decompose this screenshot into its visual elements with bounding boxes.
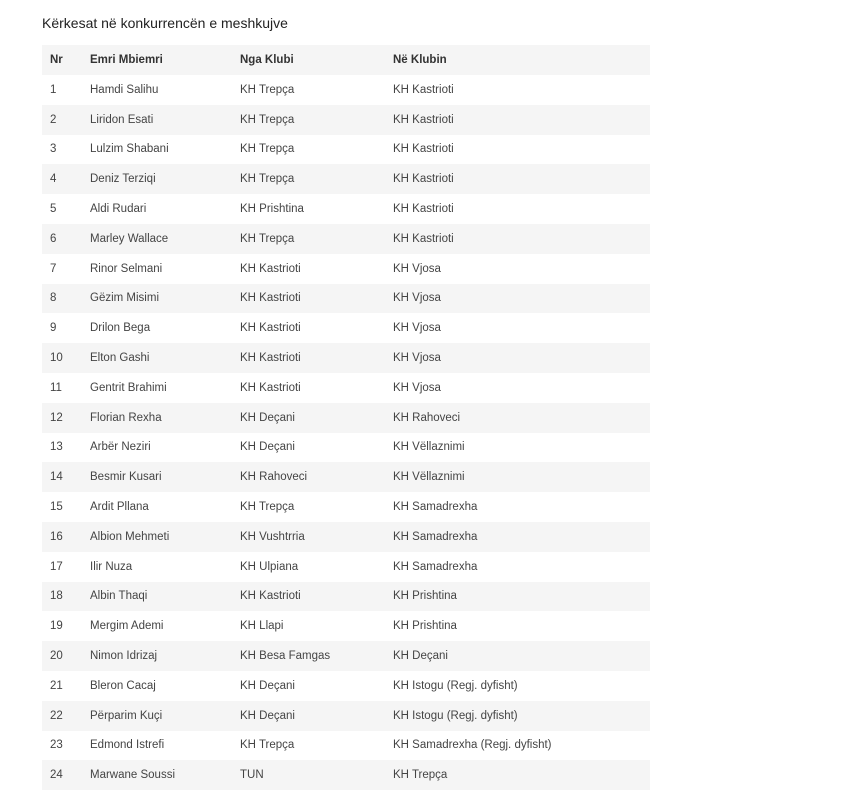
- cell-to-club: KH Kastrioti: [393, 83, 454, 96]
- table-header-row: [42, 45, 650, 75]
- cell-to-club: KH Vjosa: [393, 322, 441, 335]
- cell-to-club: KH Kastrioti: [393, 232, 454, 245]
- cell-from-club: TUN: [240, 769, 264, 782]
- header-nr: Nr: [50, 54, 63, 66]
- cell-nr: 21: [50, 679, 63, 692]
- cell-nr: 2: [50, 113, 57, 126]
- cell-to-club: KH Vjosa: [393, 352, 441, 365]
- cell-to-club: KH Samadrexha (Regj. dyfisht): [393, 739, 552, 752]
- table-row: [42, 343, 650, 373]
- cell-player-name: Gentrit Brahimi: [90, 381, 167, 394]
- cell-from-club: KH Trepça: [240, 232, 295, 245]
- cell-nr: 16: [50, 530, 63, 543]
- cell-nr: 12: [50, 411, 63, 424]
- cell-nr: 17: [50, 560, 63, 573]
- cell-nr: 3: [50, 143, 57, 156]
- table-row: [42, 313, 650, 343]
- cell-player-name: Besmir Kusari: [90, 471, 162, 484]
- cell-to-club: KH Vjosa: [393, 262, 441, 275]
- cell-nr: 9: [50, 322, 57, 335]
- table-row: [42, 641, 650, 671]
- cell-from-club: KH Trepça: [240, 143, 295, 156]
- cell-nr: 13: [50, 441, 63, 454]
- cell-to-club: KH Samadrexha: [393, 501, 478, 514]
- page-title: Kërkesat në konkurrencën e meshkujve: [42, 15, 288, 31]
- header-name: Emri Mbiemri: [90, 54, 163, 66]
- cell-player-name: Albin Thaqi: [90, 590, 148, 603]
- cell-from-club: KH Trepça: [240, 739, 295, 752]
- cell-from-club: KH Vushtrria: [240, 530, 305, 543]
- cell-nr: 24: [50, 769, 63, 782]
- cell-player-name: Përparim Kuçi: [90, 709, 163, 722]
- cell-player-name: Edmond Istrefi: [90, 739, 165, 752]
- cell-player-name: Marwane Soussi: [90, 769, 176, 782]
- table-row: [42, 522, 650, 552]
- table-row: [42, 284, 650, 314]
- cell-nr: 5: [50, 203, 57, 216]
- cell-from-club: KH Kastrioti: [240, 352, 301, 365]
- table-row: [42, 403, 650, 433]
- table-row: [42, 135, 650, 165]
- header-from-club: Nga Klubi: [240, 54, 294, 66]
- table-row: [42, 492, 650, 522]
- cell-from-club: KH Prishtina: [240, 203, 304, 216]
- cell-from-club: KH Rahoveci: [240, 471, 308, 484]
- cell-nr: 10: [50, 352, 63, 365]
- cell-to-club: KH Prishtina: [393, 590, 457, 603]
- cell-player-name: Rinor Selmani: [90, 262, 163, 275]
- cell-player-name: Ilir Nuza: [90, 560, 133, 573]
- cell-player-name: Marley Wallace: [90, 232, 169, 245]
- cell-from-club: KH Deçani: [240, 441, 295, 454]
- cell-from-club: KH Deçani: [240, 411, 295, 424]
- cell-to-club: KH Rahoveci: [393, 411, 461, 424]
- table-row: [42, 254, 650, 284]
- cell-player-name: Drilon Bega: [90, 322, 151, 335]
- cell-to-club: KH Samadrexha: [393, 560, 478, 573]
- cell-from-club: KH Deçani: [240, 679, 295, 692]
- cell-player-name: Deniz Terziqi: [90, 173, 156, 186]
- cell-from-club: KH Deçani: [240, 709, 295, 722]
- cell-player-name: Bleron Cacaj: [90, 679, 156, 692]
- table-row: [42, 701, 650, 731]
- cell-from-club: KH Trepça: [240, 173, 295, 186]
- cell-to-club: KH Vjosa: [393, 292, 441, 305]
- table-row: [42, 194, 650, 224]
- cell-to-club: KH Vëllaznimi: [393, 441, 465, 454]
- cell-to-club: KH Vjosa: [393, 381, 441, 394]
- cell-player-name: Liridon Esati: [90, 113, 154, 126]
- cell-nr: 23: [50, 739, 63, 752]
- cell-to-club: KH Istogu (Regj. dyfisht): [393, 679, 518, 692]
- cell-nr: 11: [50, 381, 62, 394]
- cell-nr: 22: [50, 709, 63, 722]
- cell-player-name: Aldi Rudari: [90, 203, 147, 216]
- cell-from-club: KH Kastrioti: [240, 322, 301, 335]
- table-row: [42, 75, 650, 105]
- cell-nr: 15: [50, 501, 63, 514]
- cell-nr: 14: [50, 471, 63, 484]
- cell-from-club: KH Besa Famgas: [240, 650, 331, 663]
- cell-player-name: Albion Mehmeti: [90, 530, 170, 543]
- cell-to-club: KH Kastrioti: [393, 113, 454, 126]
- cell-to-club: KH Trepça: [393, 769, 448, 782]
- cell-to-club: KH Vëllaznimi: [393, 471, 465, 484]
- table-row: [42, 760, 650, 790]
- cell-from-club: KH Trepça: [240, 113, 295, 126]
- cell-nr: 1: [50, 83, 57, 96]
- cell-nr: 7: [50, 262, 57, 275]
- cell-from-club: KH Kastrioti: [240, 590, 301, 603]
- table-row: [42, 105, 650, 135]
- cell-nr: 19: [50, 620, 63, 633]
- cell-to-club: KH Deçani: [393, 650, 448, 663]
- cell-player-name: Elton Gashi: [90, 352, 150, 365]
- table-row: [42, 552, 650, 582]
- cell-from-club: KH Trepça: [240, 83, 295, 96]
- cell-from-club: KH Ulpiana: [240, 560, 299, 573]
- cell-from-club: KH Kastrioti: [240, 262, 301, 275]
- table-row: [42, 373, 650, 403]
- cell-to-club: KH Kastrioti: [393, 143, 454, 156]
- cell-player-name: Hamdi Salihu: [90, 83, 159, 96]
- cell-player-name: Mergim Ademi: [90, 620, 164, 633]
- cell-to-club: KH Prishtina: [393, 620, 457, 633]
- table-row: [42, 164, 650, 194]
- table-row: [42, 224, 650, 254]
- cell-player-name: Gëzim Misimi: [90, 292, 159, 305]
- table-row: [42, 671, 650, 701]
- table-row: [42, 611, 650, 641]
- cell-nr: 4: [50, 173, 57, 186]
- cell-to-club: KH Samadrexha: [393, 530, 478, 543]
- table-row: [42, 731, 650, 761]
- cell-player-name: Arbër Neziri: [90, 441, 151, 454]
- cell-player-name: Lulzim Shabani: [90, 143, 169, 156]
- cell-from-club: KH Trepça: [240, 501, 295, 514]
- table-row: [42, 582, 650, 612]
- cell-from-club: KH Kastrioti: [240, 292, 301, 305]
- transfer-requests-table: [42, 45, 650, 790]
- cell-nr: 8: [50, 292, 57, 305]
- table-row: [42, 433, 650, 463]
- table-body: [42, 75, 650, 790]
- cell-to-club: KH Kastrioti: [393, 173, 454, 186]
- cell-to-club: KH Kastrioti: [393, 203, 454, 216]
- cell-nr: 20: [50, 650, 63, 663]
- cell-from-club: KH Llapi: [240, 620, 284, 633]
- cell-to-club: KH Istogu (Regj. dyfisht): [393, 709, 518, 722]
- header-to-club: Në Klubin: [393, 54, 447, 66]
- table-header: [42, 45, 650, 75]
- table-row: [42, 462, 650, 492]
- cell-player-name: Florian Rexha: [90, 411, 162, 424]
- cell-player-name: Nimon Idrizaj: [90, 650, 158, 663]
- cell-from-club: KH Kastrioti: [240, 381, 301, 394]
- cell-player-name: Ardit Pllana: [90, 501, 149, 514]
- cell-nr: 18: [50, 590, 63, 603]
- cell-nr: 6: [50, 232, 57, 245]
